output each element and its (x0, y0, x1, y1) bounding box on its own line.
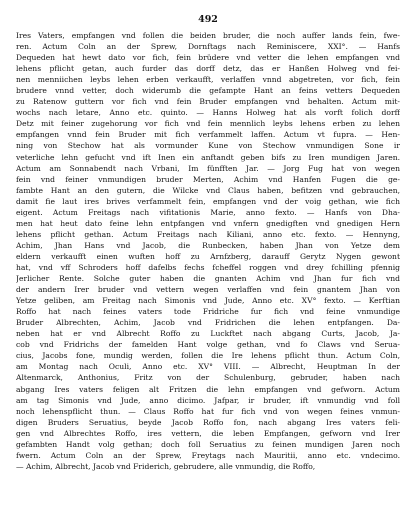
text-line: gefambten Handt volg gethan; doch foll Seruatius zu feinen mundigen Jaren noch (16, 439, 400, 449)
text-line: veterliche lehn gefucht vnd ift Inen ein anftandt geben bifs zu Iren mundigen Jaren. (16, 152, 400, 162)
text-line: Jerlicher Rente. Solche guter haben die gnanten Achim vnd Jhan fur fich vnd (16, 274, 400, 284)
text-line: empfangen vnnd fein Bruder mit fich verfammelt laffen. Actum vt fupra. — Hen- (16, 130, 400, 140)
text-line: Yetze geliben, am Freitag nach Simonis vnd Jude, Anno etc. XV° fexto. — Kerftian (16, 296, 400, 306)
text-line: lehens pflicht getan, auch furder das dorff detz, das er Hanßen Holweg vnd fei- (16, 64, 400, 74)
text-line: am tag Simonis vnd Jude, anno dicimo. Jafpar, ir bruder, ift vnmundig vnd foll (16, 395, 400, 405)
text-line: cob vnd Fridrichs der famelden Hant volge gethan, vnd fo Claws vnd Serua- (16, 340, 400, 350)
text-line: Achim, Jhan Hans vnd Jacob, die Runbecken, haben Jhan von Yetze dem (16, 240, 400, 250)
text-line: fein vnd feiner vnmundigen bruder Merten, Achim vnd Hanfen Fugen die ge- (16, 174, 400, 184)
text-line: Bruder Albrechten, Achim, Jacob vnd Fridrichen die lehen entpfangen. Da- (16, 318, 400, 328)
text-line: zu Ratenow guttern vor fich vnd fein Bruder empfangen vnd behalten. Actum mit- (16, 97, 400, 107)
text-line: Dequeden hat hewt dato vor fich, fein brüdere vnd vetter die lehen empfangen vnd (16, 53, 400, 63)
text-line: am Montag nach Oculi, Anno etc. XV° VIII. — Albrecht, Heuptman In der (16, 362, 400, 372)
text-line: lehens pflicht gethan. Actum Freitags nach Kiliani, anno etc. fexto. — Hennyng, (16, 229, 400, 239)
text-line: Ires Vaters, empfangen vnd follen die beiden bruder, die noch auffer lands fein, fwe- (16, 31, 400, 40)
text-line: fambte Hant an den gutern, die Wilcke vnd Claus haben, befitzen vnd gebrauchen, (16, 185, 400, 195)
text-line: — Achim, Albrecht, Jacob vnd Friderich, gebrudere, alle vnmundig, die Roffo, (16, 461, 316, 471)
text-line: eigent. Actum Freitags nach vifitationis Marie, anno fexto. — Hanfs von Dha- (16, 207, 400, 217)
text-line: ren. Actum Coln an der Sprew, Dornftags nach Reminiscere, XXI°. — Hanfs (16, 42, 400, 52)
text-line: brudere vnnd vetter, doch widerumb die gefampte Hant an feins vetters Dequeden (16, 86, 400, 96)
text-line: gen vnd Albrechtes Roffo, ires vettern, die leben Empfangen, gefworn vnd Irer (16, 428, 400, 438)
page-number: 492 (198, 14, 218, 25)
text-line: Roffo hat nach feines vaters tode Fridriche fur fich vnd feine vnmundige (16, 307, 400, 317)
text-line: digen Bruders Seruatius, beyde Jacob Roffo fon, nach abgang Ires vaters feli- (16, 417, 400, 427)
text-line: eldern verkaufft einen wuften hoff zu Arnfzberg, darauff Gerytz Nygen gewont (16, 251, 400, 261)
text-line: hat, vnd vff Schroders hoff dafelbs fechs fcheffel roggen vnd drey fchilling pfennig (16, 262, 400, 272)
text-line: nen menniichen leybs lehen erben verkaufft, verlaffen vnnd abgetreten, vor fich, fein (16, 75, 400, 85)
text-line: Detz mit feiner zugehorung vor fich vnd fein mennlich leybs lehens erben zu lehen (16, 119, 400, 129)
text-line: wochs nach letare, Anno etc. quinto. — Hanns Holweg hat als vorft folich dorff (16, 108, 400, 118)
text-line: abgang Ires vaters feligen alt Fritzen die lehn empfangen vnd gefworn. Actum (16, 384, 400, 394)
text-line: der andern Irer bruder vnd vettern wegen verlaffen vnd fein gnantem Jhan von (16, 285, 400, 295)
text-line: fwern. Actum Coln an der Sprew, Freytags nach Mauritii, anno etc. vndecimo. (16, 450, 400, 460)
body-text (16, 30, 400, 472)
text-line: noch lehenspflicht thun. — Claus Roffo hat fur fich vnd von wegen feines vnmun- (16, 406, 400, 416)
text-line: neben hat er vnd Albrecht Roffo zu Luckftet nach abgang Curts, Jacob, Ja- (16, 329, 400, 339)
text-line: men hat heut dato feine lehn entpfangen vnd vnfern gnedigften vnd gnedigen Hern (16, 218, 400, 228)
text-line: damit fie laut ires brives verfammelt fein, empfangen vnd der voig gethan, wie fich (16, 196, 400, 206)
text-line: cius, Jacobs fone, mundig werden, follen die Ire lehens pflicht thun. Actum Coln, (16, 351, 400, 361)
text-line: ning von Stechow hat als vormunder Kune von Stechow vnmundigen Sone ir (16, 141, 400, 151)
text-line: Altenmarck, Anthonius, Fritz von der Schulenburg, gebruder, haben nach (16, 373, 400, 383)
text-line: Actum am Sonnabendt nach Vrbani, Im fünfften Jar. — Jorg Fug hat von wegen (16, 163, 400, 173)
